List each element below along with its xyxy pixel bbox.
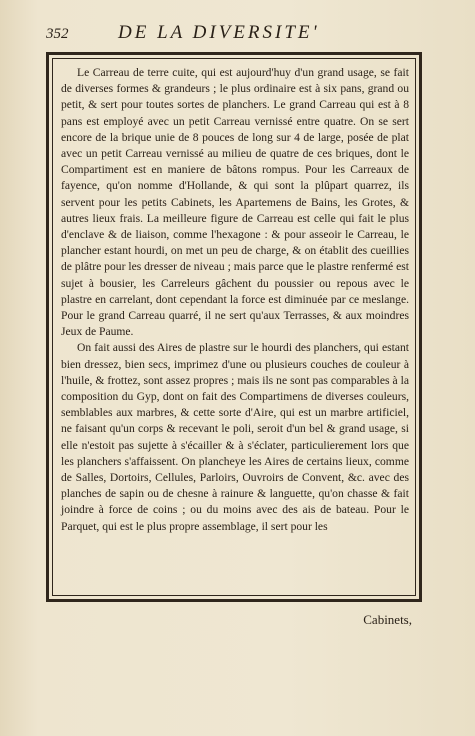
catchword: Cabinets, [363, 612, 412, 627]
page-number: 352 [46, 26, 69, 42]
paragraph: On fait aussi des Aires de plastre sur le hourdi des planchers, qui estant bien dressez, bien secs, imprimez d'une ou plusieurs couches de couleur à l'huile, & frottez, sont assez propres ; mais ils ne sont pas comparables à la composition du Gyp, dont on fait des Compartimens de diverses couleurs, semblables aux marbres, & cette sorte d'Aire, qui est un marbre artificiel, ne faisant qu'un corps & recevant le poli, seroit d'un bel & grand usage, si elle n'estoit pas sujette à s'écailler & à s'éclater, particulierement lors que les planchers s'affaissent. On plancheye les Aires de certains lieux, comme de Salles, Dortoirs, Cellules, Parloirs, Ouvroirs de Convent, &c. avec des planches de sapin ou de chesne à rainure & languette, qu'on chasse & fait joindre à force de coins ; ou du moins avec des ais de bateau. Pour le Parquet, qui est le plus propre assemblage, il sert pour les [61, 341, 409, 533]
running-title: DE LA DIVERSITE' [118, 22, 320, 43]
paragraph: Le Carreau de terre cuite, qui est aujourd'huy d'un grand usage, se fait de diverses formes & grandeurs ; le plus ordinaire est à six pans, grand ou petit, & sert pour toutes sortes de planchers. Le grand Carreau qui est à 8 pans est employé avec un petit Carreau vernissé entre quatre. On se sert encore de la brique unie de 8 pouces de long sur 4 de large, posée de plat avec un petit Carreau vernissé au milieu de quatre de ces briques, dont le Compartiment est en maniere de bâtons rompus. Pour les Carreaux de fayence, qu'on nomme d'Hollande, & qui sont la plûpart quarrez, ils servent pour les petits Cabinets, les Apartemens de Bains, les Grotes, & autres lieux frais. La meilleure figure de Carreau est celle qui fait le plus d'enclave & de liaison, comme l'hexagone : & pour asseoir le Carreau, le plancher estant hourdi, on met un peu de charge, & on établit des cueillies de plâtre pour les dresser de niveau ; mais parce que le plastre renfermé est sujet à bousier, les Carreleurs gâchent du poussier ou repous avec le plastre en carrelant, dont cependant la force est diminuée par ce meslange. Pour le grand Carreau quarré, il ne sert qu'aux Terrasses, & aux moindres Jeux de Paume. [61, 66, 409, 339]
running-head [0, 22, 475, 46]
body-text [61, 65, 409, 535]
text-frame [46, 52, 422, 602]
